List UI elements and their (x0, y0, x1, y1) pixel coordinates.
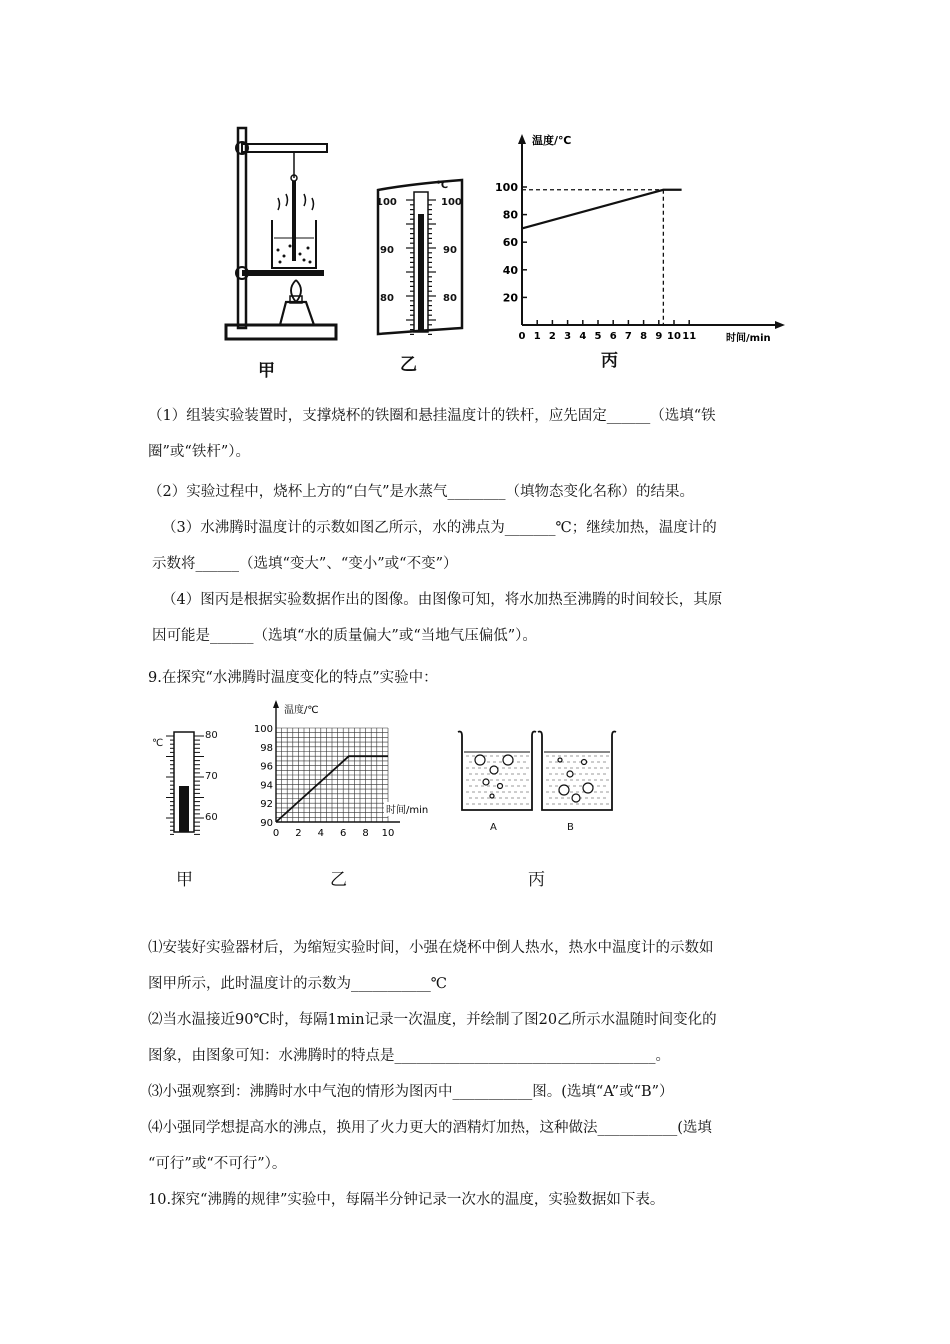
chart-bing-temperature-time (490, 130, 790, 345)
x-tick-label: 10 (667, 331, 681, 342)
beakers-figure-q9-bing (452, 728, 622, 843)
x-tick-label: 6 (340, 828, 347, 839)
q8-part3-line1: （3）水沸腾时温度计的示数如图乙所示，水的沸点为_______℃；继续加热，温度计的 (162, 520, 717, 536)
q9-part4-line1: ⑷小强同学想提高水的沸点，换用了火力更大的酒精灯加热，这种做法___________(选填 (148, 1120, 712, 1136)
y-axis-arrow (518, 134, 526, 144)
apparatus-figure-jia (220, 120, 350, 350)
x-tick-label: 10 (381, 828, 395, 839)
x-tick-label: 4 (317, 828, 324, 839)
x-tick-label: 2 (548, 331, 556, 342)
thermometer-figure-q9-jia (150, 728, 240, 838)
thermo-yi-tick-right-100: 100 (441, 197, 462, 208)
q9-figure-label-yi: 乙 (330, 870, 347, 890)
figure-label-jia: 甲 (258, 361, 275, 381)
y-tick-label: 96 (260, 761, 273, 773)
y-axis-arrow (273, 700, 279, 708)
chart-q9-yi-temperature-time (252, 698, 452, 843)
q9-figure-label-jia: 甲 (176, 870, 193, 890)
x-axis-label: 时间/min (726, 333, 771, 344)
thermo-yi-tick-right-80: 80 (443, 293, 457, 304)
q8-part2: （2）实验过程中，烧杯上方的“白气”是水蒸气________（填物态变化名称）的结果。 (148, 484, 695, 500)
thermo-yi-tick-right-90: 90 (443, 245, 457, 256)
thermo-q9-tick-80: 80 (205, 730, 218, 741)
thermo-yi-unit: ℃ (436, 180, 449, 191)
thermo-yi-tick-left-100: 100 (376, 197, 397, 208)
question-9-parts (148, 930, 828, 1218)
y-tick-label: 80 (502, 208, 518, 222)
y-tick-label: 98 (260, 742, 273, 754)
q9-figure-label-bing: 丙 (528, 870, 545, 890)
x-tick-label: 11 (682, 331, 697, 342)
x-tick-label: 0 (272, 828, 280, 839)
q9-part1-line2: 图甲所示，此时温度计的示数为___________℃ (148, 976, 447, 992)
y-tick-label: 60 (502, 236, 518, 250)
x-tick-label: 0 (518, 331, 526, 342)
y-tick-label: 20 (502, 291, 518, 305)
q9-part3: ⑶小强观察到：沸腾时水中气泡的情形为图丙中___________图。(选填“A”或“B”） (148, 1084, 674, 1100)
figure-label-yi: 乙 (400, 355, 417, 375)
thermo-q9-tick-60: 60 (205, 812, 218, 823)
q8-part3-line2: 示数将______（选填“变大”、“变小”或“不变”） (152, 556, 458, 572)
y-axis-label: 温度/℃ (532, 134, 572, 147)
beaker-label-a: A (490, 822, 497, 833)
thermo-q9-tick-70: 70 (205, 771, 218, 782)
x-tick-label: 1 (533, 331, 541, 342)
q8-part1-line1: （1）组装实验装置时，支撑烧杯的铁圈和悬挂温度计的铁杆，应先固定______（选填“铁 (148, 408, 716, 424)
y-tick-label: 92 (260, 799, 273, 811)
question-9-title: 9.在探究“水沸腾时温度变化的特点”实验中： (148, 670, 438, 686)
q8-part4-line2: 因可能是______（选填“水的质量偏大”或“当地气压偏低”）。 (152, 628, 537, 644)
x-tick-label: 8 (362, 828, 369, 839)
y-tick-label: 90 (260, 818, 273, 829)
thermo-yi-tick-left-80: 80 (380, 293, 394, 304)
x-axis-arrow (775, 321, 785, 329)
beaker-a (458, 732, 536, 811)
x-tick-label: 8 (640, 331, 648, 342)
y-tick-label: 40 (502, 263, 518, 277)
y-tick-label: 94 (260, 780, 273, 792)
y-tick-label: 100 (495, 181, 518, 194)
q9-part4-line2: “可行”或“不可行”）。 (148, 1156, 287, 1172)
question-8-parts (148, 398, 828, 654)
q9-part2-line1: ⑵当水温接近90℃时，每隔1min记录一次温度，并绘制了图20乙所示水温随时间变化的 (148, 1012, 717, 1028)
figure-label-bing: 丙 (601, 351, 618, 371)
x-tick-label: 7 (624, 331, 632, 342)
q9-part1-line1: ⑴安装好实验器材后，为缩短实验时间，小强在烧杯中倒人热水，热水中温度计的示数如 (148, 940, 714, 956)
q8-part1-line2: 圈”或“铁杆”）。 (148, 444, 250, 460)
y-tick-label: 100 (253, 724, 273, 735)
thermo-q9-unit: ℃ (152, 738, 164, 749)
x-tick-label: 9 (655, 331, 663, 342)
q9-part2-line2: 图象，由图象可知：水沸腾时的特点是____________________________________。 (148, 1048, 670, 1064)
x-tick-label: 2 (295, 828, 302, 839)
question-10-title: 10.探究“沸腾的规律”实验中，每隔半分钟记录一次水的温度，实验数据如下表。 (148, 1192, 665, 1208)
beaker-b (538, 732, 616, 811)
temperature-line (522, 190, 682, 229)
beaker-label-b: B (567, 822, 574, 833)
x-tick-label: 5 (594, 331, 602, 342)
x-tick-label: 3 (564, 331, 572, 342)
q8-part4-line1: （4）图丙是根据实验数据作出的图像。由图像可知，将水加热至沸腾的时间较长，其原 (162, 592, 723, 608)
thermo-yi-tick-left-90: 90 (380, 245, 394, 256)
y-axis-label: 温度/℃ (284, 705, 319, 716)
x-tick-label: 4 (579, 331, 587, 342)
x-axis-label: 时间/min (386, 805, 429, 816)
x-tick-label: 6 (609, 331, 617, 342)
